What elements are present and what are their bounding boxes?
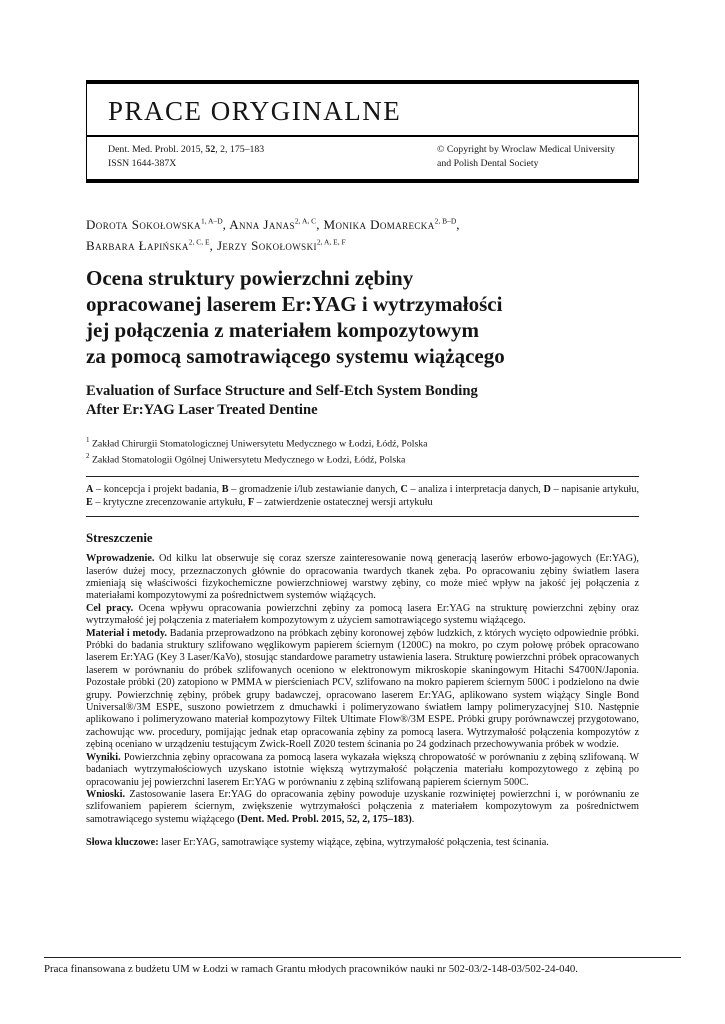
affiliation-text: Zakład Stomatologii Ogólnej Uniwersytetu Medycznego w Łodzi, Łódź, Polska (89, 454, 406, 466)
title-line: Ocena struktury powierzchni zębiny (86, 265, 414, 290)
paragraph-text: Zastosowanie lasera Er:YAG do opracowania zębiny powoduje uzyskanie rozwiniętej powierzchni i, w porównaniu ze szlifowaniem papierem ściernym, zwiększenie wytrzymałości połączenia z materiałem kompozytowym za pośrednictwem samotrawiącego systemu wiążącego (86, 788, 639, 825)
author-name: Dorota Sokołowska (86, 217, 201, 233)
affiliation (86, 450, 639, 467)
contribution-text: – krytyczne zrecenzowanie artykułu, (92, 497, 248, 509)
abstract-paragraph-introduction (86, 553, 639, 603)
abstract-paragraph-aim (86, 603, 639, 628)
section-title: PRACE ORYGINALNE (108, 96, 402, 126)
abstract-paragraph-material-methods (86, 628, 639, 752)
abstract-paragraph-results (86, 752, 639, 789)
contribution-letter: D (543, 484, 551, 496)
title-line: Evaluation of Surface Structure and Self-Etch System Bonding (86, 382, 478, 399)
keywords-text: laser Er:YAG, samotrawiące systemy wiążące, zębina, wytrzymałość połączenia, test ścinania. (158, 837, 549, 849)
author-contrib-sup: 2, C, E (188, 237, 210, 247)
funding-note (44, 957, 681, 976)
affiliation (86, 434, 639, 451)
issn: ISSN 1644-387X (108, 158, 177, 169)
funding-note-text: Praca finansowana z budżetu UM w Łodzi w ramach Grantu młodych pracowników nauki nr 502-03/2-148-03/502-24-040. (44, 963, 579, 975)
affiliation-number: 1 (86, 435, 90, 444)
masthead-info-row (87, 135, 638, 179)
paragraph-text: Ocena wpływu opracowania powierzchni zębiny za pomocą lasera Er:YAG na strukturę powierzchni zębiny oraz wytrzymałość jej połączenia z materiałem kompozytowym z użyciem samotrawiącego systemu wiążącego. (86, 602, 639, 627)
author (229, 217, 323, 232)
paragraph-period: . (411, 813, 415, 825)
contribution-text: – koncepcja i projekt badania, (93, 484, 222, 496)
paragraph-text: Powierzchnia zębiny opracowana za pomocą lasera wykazała większą chropowatość w porównaniu z zębiną szlifowaną. W badaniach wytrzymałościowych uzyskano istotnie większą wytrzymałość połączenia materiału kompozytowego z zębiną po opracowaniu jej powierzchni laserem Er:YAG w porównaniu z zębiną szlifowaną papierem ściernym 500C. (86, 751, 639, 788)
title-line: opracowanej laserem Er:YAG i wytrzymałości (86, 291, 503, 316)
contribution-text: – gromadzenie i/lub zestawianie danych, (228, 484, 401, 496)
author-separator: , (456, 217, 460, 233)
keywords-label: Słowa kluczowe: (86, 837, 159, 849)
journal-masthead (86, 80, 639, 183)
contribution-letter: A (86, 484, 94, 496)
author-contrib-sup: 2, B–D (434, 217, 457, 226)
paragraph-lead: Materiał i metody. (86, 627, 167, 639)
paragraph-lead: Wyniki. (86, 751, 121, 763)
contribution-text: – analiza i interpretacja danych, (407, 484, 544, 496)
copyright-block (437, 143, 617, 171)
author-contributions-note (86, 476, 639, 517)
author-name: Monika Domarecka (323, 217, 435, 233)
affiliation-text: Zakład Chirurgii Stomatologicznej Uniwersytetu Medycznego w Łodzi, Łódź, Polska (89, 437, 428, 449)
article-title-pl (86, 265, 639, 369)
authors-line (86, 213, 639, 254)
author-contrib-sup: 2, A, E, F (316, 237, 346, 247)
paragraph-lead: Wnioski. (86, 788, 126, 800)
abstract-paragraph-conclusions (86, 789, 639, 826)
title-line: za pomocą samotrawiącego systemu wiążącego (86, 343, 505, 368)
paragraph-citation: (Dent. Med. Probl. 2015, 52, 2, 175–183) (237, 813, 412, 825)
author-name: Anna Janas (229, 217, 295, 233)
contribution-letter: B (221, 484, 229, 496)
contribution-letter: C (400, 484, 408, 496)
citation-block (108, 143, 264, 171)
author-name: Barbara Łapińska (86, 237, 189, 253)
keywords-line (86, 837, 639, 849)
author (217, 238, 346, 253)
title-line: After Er:YAG Laser Treated Dentine (86, 402, 318, 419)
paragraph-lead: Wprowadzenie. (86, 553, 155, 565)
affiliation-number: 2 (86, 452, 90, 461)
article-title-en (86, 382, 639, 421)
author (86, 217, 229, 232)
affiliations-block (86, 434, 639, 468)
paragraph-text: Badania przeprowadzono na próbkach zębiny koronowej zębów ludzkich, z których wycięto odpowiednie próbki. Próbki do badania struktury szlifowano węglikowym papierem ściernym (1200C) na mokro, po czym połowę próbek opracowano laserem Er:YAG (Key 3 Laser/KaVo), stosując standardowe parametry ustawienia lasera. Strukturę powierzchni próbek opracowanych laserem w porównaniu do próbek szlifowanych oceniono w elektronowym mikroskopie skaningowym Hitachi S4700N/Japonia. Pozostałe próbki (20) zatopiono w PMMA w pierścieniach PCV, szlifowano na mokro papierem ściernym 500C i podzielono na dwie grupy. Powierzchnię zębiny, próbek grupy badawczej, opracowano laserem Er:YAG, aplikowano system wiążący Single Bond Universal®/3M ESPE, suszono powietrzem z dmuchawki i polimeryzowano światłem lampy polimeryzacyjnej S10. Następnie aplikowano i polimeryzowano materiał kompozytowy Filtek Ultimate Flow®/3M ESPE. Próbki grupy porównawczej przygotowano, zachowując ww. procedury, pomijając jednak etap opracowania zębiny za pomocą lasera. Wytrzymałość połączenia kompozytów z zębiną oceniano w urządzeniu testującym Zwick-Roell Z020 testem ścinania po 24 godzinach przechowywania próbek w wodzie. (86, 627, 639, 751)
abstract-heading: Streszczenie (86, 531, 153, 546)
citation-prefix: Dent. Med. Probl. 2015, (108, 144, 206, 155)
title-line: jej połączenia z materiałem kompozytowym (86, 317, 480, 342)
contribution-letter: F (247, 497, 255, 509)
paragraph-lead: Cel pracy. (86, 602, 134, 614)
author-separator: , (316, 217, 324, 233)
citation-volume: 52 (205, 144, 216, 155)
content-column (86, 0, 639, 850)
author-separator: , (222, 217, 230, 233)
author-contrib-sup: 2, A, C (294, 217, 317, 226)
citation-suffix: , 2, 175–183 (215, 144, 265, 155)
paragraph-text: Od kilku lat obserwuje się coraz szersze zainteresowanie nową generacją laserów erbowo-jagowych (Er:YAG), laserów dużej mocy, przeznaczonych głównie do opracowania twardych tkanek zęba. Po opracowaniu zębiny światłem lasera zmieniają się właściwości fizykochemiczne powierzchniowej warstwy zębiny, co może mieć wpływ na jakość jej połączenia z materiałami kompozytowymi za pośrednictwem systemów wiążących. (86, 553, 639, 602)
contribution-text: – zatwierdzenie ostatecznej wersji artykułu (254, 497, 433, 509)
author (86, 238, 217, 253)
copyright-line-1: © Copyright by Wroclaw Medical University (436, 144, 615, 155)
contribution-text: – napisanie artykułu, (550, 484, 640, 496)
author-separator: , (209, 237, 217, 253)
author-contrib-sup: 1, A–D (200, 217, 223, 226)
citation-line (108, 143, 264, 157)
contribution-letter: E (86, 497, 93, 509)
author (324, 217, 460, 232)
author-name: Jerzy Sokołowski (216, 237, 317, 253)
copyright-line-2: and Polish Dental Society (436, 158, 539, 169)
abstract-block (86, 553, 639, 826)
